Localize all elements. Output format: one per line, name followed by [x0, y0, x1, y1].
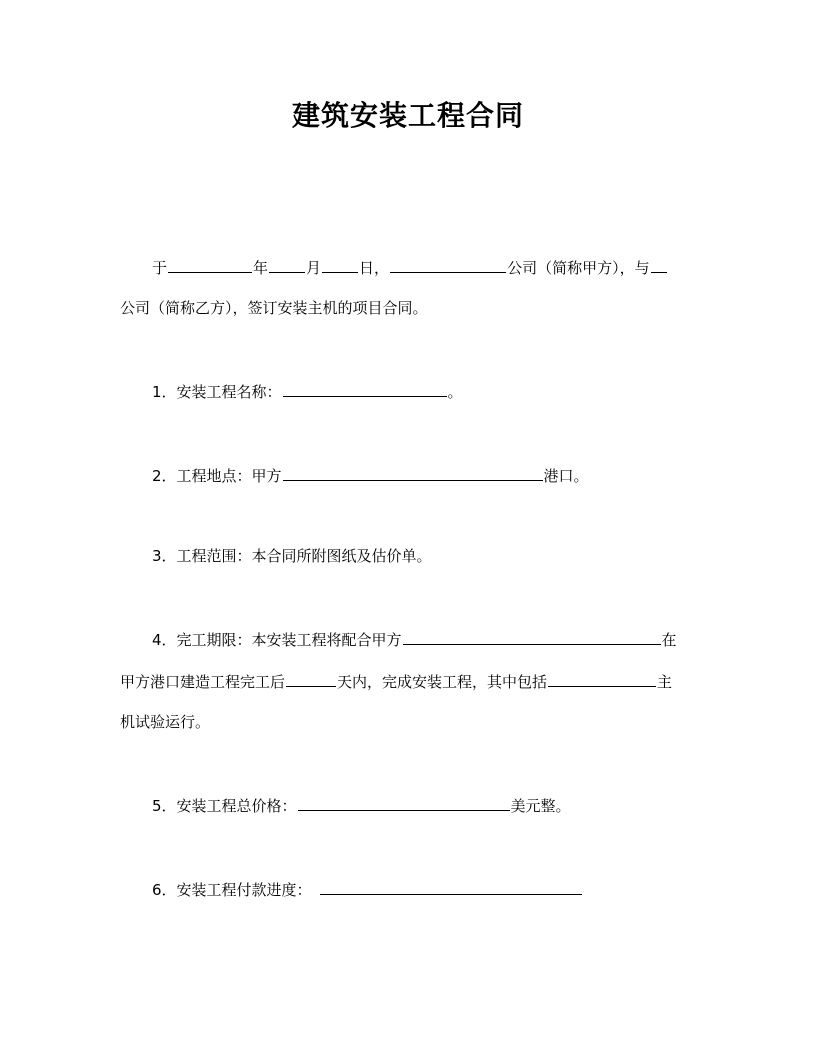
- intro-text-month: 月: [306, 259, 322, 277]
- item-4-line-1: [120, 628, 732, 650]
- item-4-suffix: 在: [661, 631, 677, 649]
- intro-line-2: 公司（简称乙方），签订安装主机的项目合同。: [120, 299, 428, 317]
- item-4-line-2: [120, 670, 700, 692]
- item-1: [120, 380, 732, 402]
- coordination-blank[interactable]: [403, 628, 661, 645]
- item-2-label: 2．工程地点：甲方: [152, 467, 282, 485]
- location-blank[interactable]: [283, 464, 543, 481]
- party-b-blank-start[interactable]: [651, 256, 667, 273]
- intro-line-1: [120, 256, 732, 278]
- intro-text-year: 年: [253, 259, 269, 277]
- intro-text-yu: 于: [152, 259, 168, 277]
- intro-text-party-a: 公司（简称甲方），与: [507, 259, 650, 277]
- item-6: [120, 878, 732, 900]
- item-4-text-a: 甲方港口建造工程完工后: [120, 673, 286, 691]
- item-2: [120, 464, 732, 486]
- intro-text-day: 日，: [359, 259, 390, 277]
- total-price-blank[interactable]: [298, 794, 510, 811]
- item-4-line-3: 机试验运行。: [120, 713, 211, 731]
- item-4-label: 4．完工期限：本安装工程将配合甲方: [152, 631, 402, 649]
- item-5-label: 5．安装工程总价格：: [152, 797, 297, 815]
- item-1-label: 1．安装工程名称：: [152, 383, 282, 401]
- item-5-suffix: 美元整。: [510, 797, 571, 815]
- item-4-text-b: 天内，完成安装工程，其中包括: [337, 673, 548, 691]
- payment-schedule-blank[interactable]: [320, 878, 582, 895]
- item-2-suffix: 港口。: [543, 467, 589, 485]
- document-title: 建筑安装工程合同: [291, 99, 524, 132]
- party-a-blank[interactable]: [390, 256, 506, 273]
- month-blank[interactable]: [269, 256, 305, 273]
- item-5: [120, 794, 732, 816]
- item-6-label: 6．安装工程付款进度：: [152, 881, 312, 899]
- item-1-suffix: 。: [447, 383, 463, 401]
- item-3: 3．工程范围：本合同所附图纸及估价单。: [152, 547, 432, 565]
- project-name-blank[interactable]: [283, 380, 447, 397]
- item-4-text-c: 主: [657, 673, 673, 691]
- day-blank[interactable]: [322, 256, 358, 273]
- days-blank[interactable]: [286, 670, 336, 687]
- year-blank[interactable]: [168, 256, 252, 273]
- includes-blank[interactable]: [548, 670, 656, 687]
